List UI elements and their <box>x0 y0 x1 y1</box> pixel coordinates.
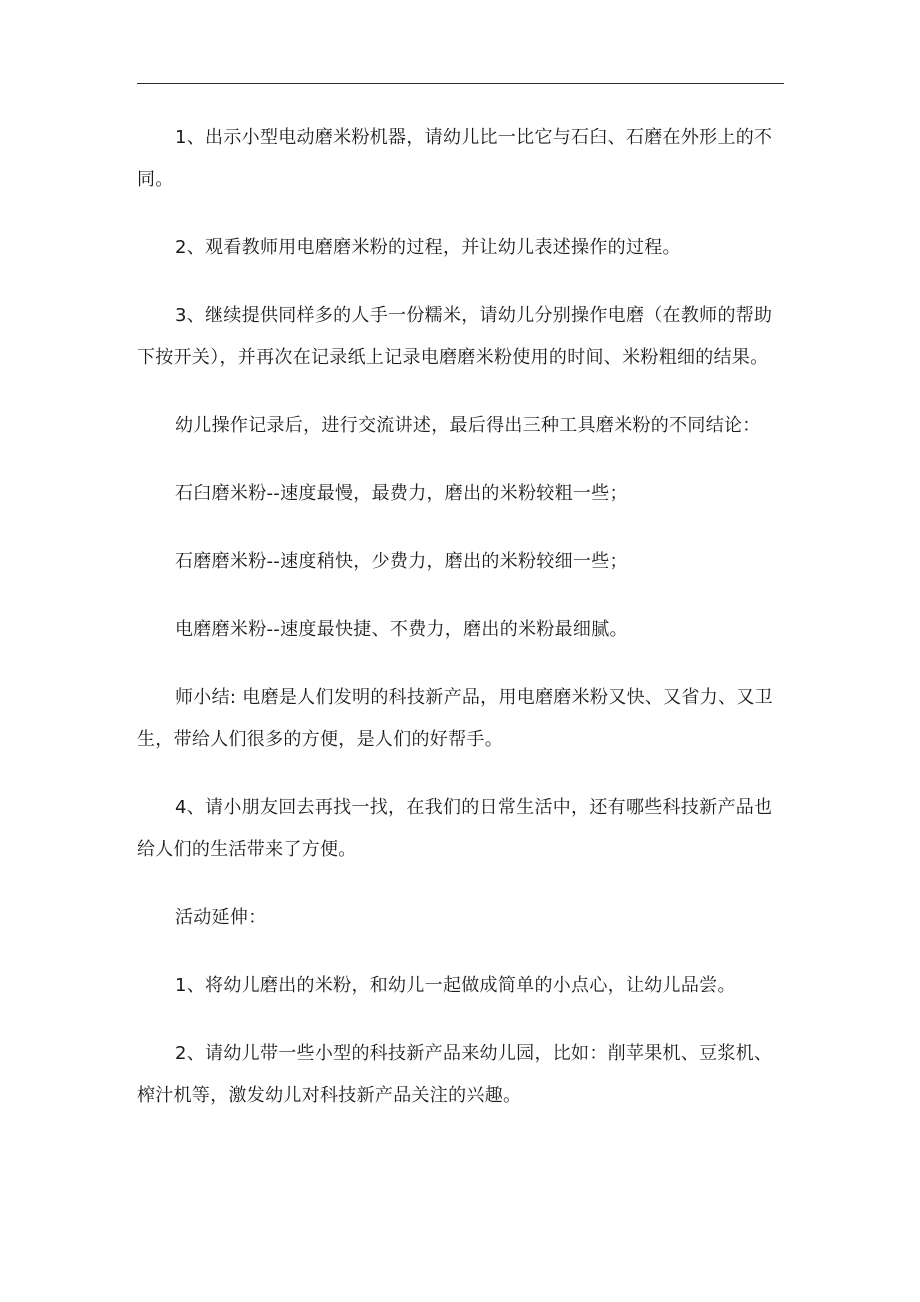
paragraph-step-1: 1、出示小型电动磨米粉机器，请幼儿比一比它与石臼、石磨在外形上的不同。 <box>137 127 773 190</box>
paragraph-record-summary: 幼儿操作记录后，进行交流讲述，最后得出三种工具磨米粉的不同结论： <box>175 415 761 436</box>
paragraph-stone-mill: 石磨磨米粉--速度稍快，少费力，磨出的米粉较细一些； <box>175 551 628 572</box>
paragraph-teacher-summary: 师小结: 电磨是人们发明的科技新产品，用电磨磨米粉又快、又省力、又卫生，带给人们很多的方便，是人们的好帮手。 <box>137 687 773 750</box>
section-heading-extension: 活动延伸： <box>175 907 267 928</box>
paragraph-extension-2: 2、请幼儿带一些小型的科技新产品来幼儿园，比如：削苹果机、豆浆机、榨汁机等，激发幼儿对科技新产品关注的兴趣。 <box>137 1043 773 1106</box>
paragraph-step-3: 3、继续提供同样多的人手一份糯米，请幼儿分别操作电磨（在教师的帮助下按开关），并再次在记录纸上记录电磨磨米粉使用的时间、米粉粗细的结果。 <box>137 305 773 368</box>
header-rule <box>137 83 784 84</box>
paragraph-extension-1: 1、将幼儿磨出的米粉，和幼儿一起做成简单的小点心，让幼儿品尝。 <box>175 975 736 996</box>
paragraph-electric-mill: 电磨磨米粉--速度最快捷、不费力，磨出的米粉最细腻。 <box>175 619 628 640</box>
paragraph-step-4: 4、请小朋友回去再找一找，在我们的日常生活中，还有哪些科技新产品也给人们的生活带来了方便。 <box>137 797 773 860</box>
document-body <box>137 117 784 1143</box>
paragraph-step-2: 2、观看教师用电磨磨米粉的过程，并让幼儿表述操作的过程。 <box>175 237 681 258</box>
paragraph-stone-mortar: 石臼磨米粉--速度最慢，最费力，磨出的米粉较粗一些； <box>175 483 628 504</box>
